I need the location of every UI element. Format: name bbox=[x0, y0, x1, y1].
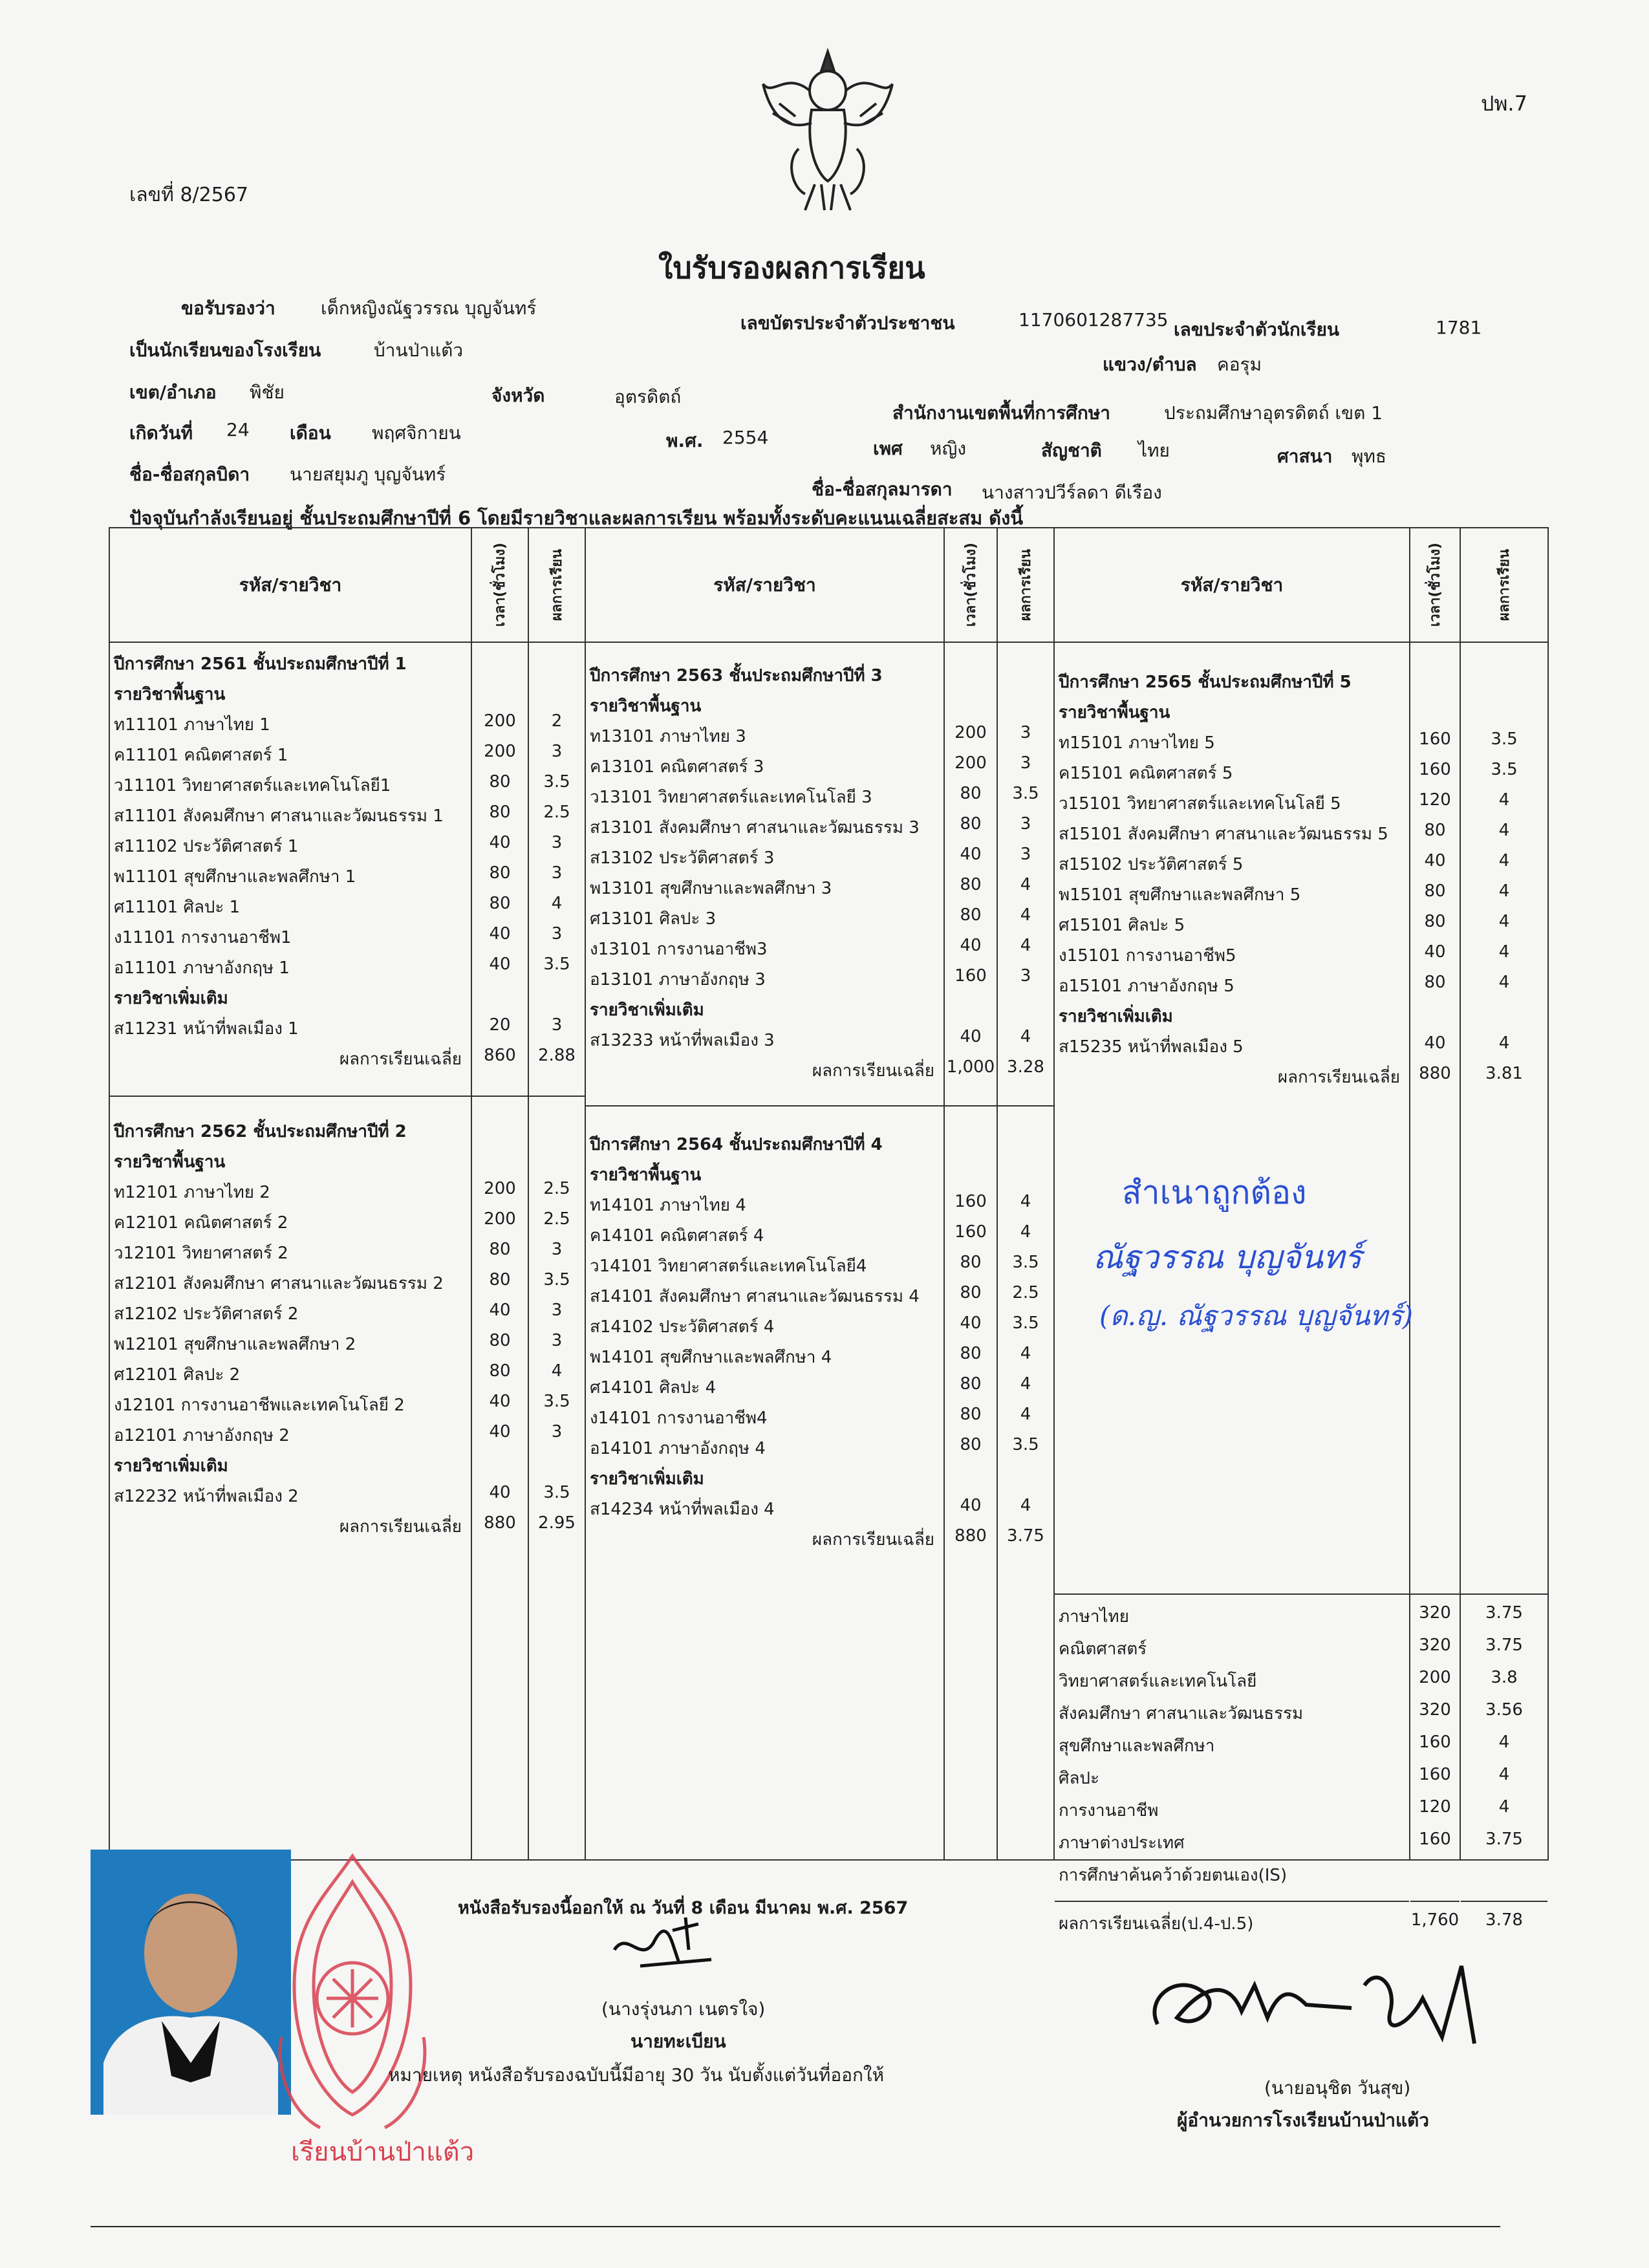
year3-average-hours: 1,000 bbox=[946, 1057, 995, 1077]
subject-row: ส15235 หน้าที่พลเมือง 5 bbox=[1059, 1037, 1244, 1057]
grade-value: 3 bbox=[551, 1015, 563, 1035]
header-subject-3: รหัส/รายวิชา bbox=[1054, 528, 1410, 642]
subject-row: ง14101 การงานอาชีพ4 bbox=[590, 1409, 768, 1428]
province-value: อุตรดิตถ์ bbox=[614, 386, 682, 407]
hours-value: 80 bbox=[960, 1374, 982, 1394]
header-grade-2 bbox=[997, 528, 1054, 642]
col1-hours bbox=[471, 642, 528, 1860]
seal-caption: เรียนบ้านป่าแต้ว bbox=[291, 2137, 475, 2167]
grade-value: 4 bbox=[1498, 821, 1510, 840]
subject-row: พ12101 สุขศึกษาและพลศึกษา 2 bbox=[114, 1335, 356, 1354]
year5-average-hours: 880 bbox=[1419, 1064, 1451, 1083]
subject-row: พ13101 สุขศึกษาและพลศึกษา 3 bbox=[590, 879, 832, 898]
summary-grade: 4 bbox=[1498, 1797, 1510, 1817]
enrollment-statement: ปัจจุบันกำลังเรียนอยู่ ชั้นประถมศึกษาปีที่ 6 โดยมีรายวิชาและผลการเรียน พร้อมทั้งระดับคะแนนเฉลี่ยสะสม ดังนี้ bbox=[129, 507, 1024, 529]
grade-value: 3 bbox=[1020, 753, 1031, 773]
hours-value: 160 bbox=[1419, 729, 1451, 749]
grade-value: 4 bbox=[1020, 1405, 1031, 1424]
grade-value: 2.5 bbox=[543, 803, 570, 822]
summary-divider bbox=[1461, 1593, 1547, 1595]
hours-value: 80 bbox=[489, 1240, 511, 1259]
hours-value: 160 bbox=[954, 966, 987, 986]
subject-row: ท14101 ภาษาไทย 4 bbox=[590, 1196, 746, 1215]
subject-row: ศ13101 ศิลปะ 3 bbox=[590, 909, 717, 929]
validity-note: หมายเหตุ หนังสือรับรองฉบับนี้มีอายุ 30 วัน นับตั้งแต่วันที่ออกให้ bbox=[388, 2064, 885, 2086]
summary-hours: 200 bbox=[1419, 1668, 1451, 1687]
total-divider bbox=[1055, 1901, 1409, 1902]
copy-signature-fullname: (ด.ญ. ณัฐวรรณ บุญจันทร์) bbox=[1099, 1300, 1414, 1332]
school-label: เป็นนักเรียนของโรงเรียน bbox=[129, 340, 321, 361]
subject-row: ง15101 การงานอาชีพ5 bbox=[1059, 946, 1236, 966]
summary-grade: 4 bbox=[1498, 1765, 1510, 1784]
year1-average-hours: 860 bbox=[484, 1046, 516, 1065]
hours-value: 80 bbox=[960, 1253, 982, 1272]
subject-row: ว15101 วิทยาศาสตร์และเทคโนโลยี 5 bbox=[1059, 794, 1341, 814]
grade-value: 4 bbox=[1498, 881, 1510, 901]
bottom-divider bbox=[91, 2226, 1500, 2227]
copy-signature-name: ณัฐวรรณ บุญจันทร์ bbox=[1093, 1238, 1362, 1276]
subject-row: อ13101 ภาษาอังกฤษ 3 bbox=[590, 970, 766, 989]
hours-value: 200 bbox=[484, 742, 516, 761]
summary-grade: 3.75 bbox=[1485, 1830, 1523, 1849]
district-value: พิชัย bbox=[250, 382, 285, 403]
grade-value: 4 bbox=[1498, 942, 1510, 962]
subject-row: ค12101 คณิตศาสตร์ 2 bbox=[114, 1213, 288, 1233]
subject-row: ง11101 การงานอาชีพ1 bbox=[114, 928, 292, 947]
col1-subjects bbox=[109, 642, 471, 1860]
summary-divider bbox=[1055, 1593, 1409, 1595]
subject-row: ส15101 สังคมศึกษา ศาสนาและวัฒนธรรม 5 bbox=[1059, 825, 1388, 844]
sex-label: เพศ bbox=[873, 438, 903, 459]
hours-value: 80 bbox=[489, 1270, 511, 1290]
office-value: ประถมศึกษาอุตรดิตถ์ เขต 1 bbox=[1164, 402, 1383, 424]
grade-value: 3.5 bbox=[1491, 729, 1518, 749]
subject-row: ส13101 สังคมศึกษา ศาสนาและวัฒนธรรม 3 bbox=[590, 818, 920, 837]
issued-date: หนังสือรับรองนี้ออกให้ ณ วันที่ 8 เดือน มีนาคม พ.ศ. 2567 bbox=[458, 1898, 909, 1918]
born-label: เกิดวันที่ bbox=[129, 422, 193, 444]
document-title: ใบรับรองผลการเรียน bbox=[658, 250, 925, 285]
grade-value: 3 bbox=[1020, 723, 1031, 742]
hours-value: 80 bbox=[489, 863, 511, 883]
registrar-name: (นางรุ่งนภา เนตรใจ) bbox=[601, 1998, 766, 2020]
grade-value: 4 bbox=[1020, 1027, 1031, 1046]
subject-row: ท13101 ภาษาไทย 3 bbox=[590, 727, 746, 746]
year2-average-grade: 2.95 bbox=[538, 1513, 576, 1533]
father-value: นายสยุมภู บุญจันทร์ bbox=[290, 464, 446, 485]
subject-row: ท11101 ภาษาไทย 1 bbox=[114, 715, 270, 735]
hours-value: 40 bbox=[960, 1313, 982, 1333]
subject-row: พ11101 สุขศึกษาและพลศึกษา 1 bbox=[114, 867, 356, 887]
year3-average-label: ผลการเรียนเฉลี่ย bbox=[812, 1061, 934, 1081]
subject-row: ส12102 ประวัติศาสตร์ 2 bbox=[114, 1304, 299, 1324]
registrar-signature-icon bbox=[601, 1905, 731, 1982]
hours-value: 160 bbox=[1419, 760, 1451, 779]
hours-value: 80 bbox=[960, 1405, 982, 1424]
hours-value: 200 bbox=[954, 723, 987, 742]
hours-value: 80 bbox=[489, 803, 511, 822]
school-value: บ้านป่าแต้ว bbox=[374, 340, 464, 361]
subject-row: ส14102 ประวัติศาสตร์ 4 bbox=[590, 1317, 775, 1337]
grade-value: 3 bbox=[551, 1422, 563, 1442]
hours-value: 80 bbox=[960, 1435, 982, 1454]
grade-value: 3.5 bbox=[543, 1392, 570, 1411]
id-label: เลขบัตรประจำตัวประชาชน bbox=[740, 312, 955, 334]
hours-value: 80 bbox=[489, 894, 511, 913]
summary-grade: 3.75 bbox=[1485, 1636, 1523, 1655]
year2-basic-label: รายวิชาพื้นฐาน bbox=[114, 1152, 226, 1172]
hours-value: 80 bbox=[960, 784, 982, 803]
summary-divider bbox=[1410, 1593, 1460, 1595]
registrar-title: นายทะเบียน bbox=[630, 2031, 726, 2052]
subject-row: พ14101 สุขศึกษาและพลศึกษา 4 bbox=[590, 1348, 832, 1367]
office-label: สำนักงานเขตพื้นที่การศึกษา bbox=[892, 402, 1111, 424]
header-hours-2 bbox=[944, 528, 997, 642]
subject-row: ส13102 ประวัติศาสตร์ 3 bbox=[590, 848, 775, 868]
subject-row: ว12101 วิทยาศาสตร์ 2 bbox=[114, 1244, 288, 1263]
director-title: ผู้อำนวยการโรงเรียนบ้านป่าแต้ว bbox=[1177, 2110, 1429, 2131]
hours-value: 40 bbox=[960, 845, 982, 864]
grade-value: 4 bbox=[1020, 1374, 1031, 1394]
year2-average-label: ผลการเรียนเฉลี่ย bbox=[339, 1517, 462, 1537]
summary-subject: วิทยาศาสตร์และเทคโนโลยี bbox=[1059, 1672, 1257, 1691]
subject-row: ค11101 คณิตศาสตร์ 1 bbox=[114, 746, 288, 765]
header-grade-3-text: ผลการเรียน bbox=[1496, 548, 1513, 621]
born-day: 24 bbox=[226, 419, 250, 440]
hours-value: 80 bbox=[960, 875, 982, 894]
subject-row: ว13101 วิทยาศาสตร์และเทคโนโลยี 3 bbox=[590, 788, 872, 807]
subject-row: ส11102 ประวัติศาสตร์ 1 bbox=[114, 837, 299, 856]
header-hours-2-text: เวลา(ชั่วโมง) bbox=[962, 543, 979, 627]
summary-hours: 320 bbox=[1419, 1636, 1451, 1655]
header-subject-2: รหัส/รายวิชา bbox=[585, 528, 944, 642]
header-hours-1 bbox=[471, 528, 528, 642]
subject-row: ศ14101 ศิลปะ 4 bbox=[590, 1378, 717, 1398]
student-name: เด็กหญิงณัฐวรรณ บุญจันทร์ bbox=[321, 297, 537, 319]
subject-row: ว11101 วิทยาศาสตร์และเทคโนโลยี1 bbox=[114, 776, 391, 795]
summary-grade: 3.56 bbox=[1485, 1700, 1523, 1720]
director-signature-icon bbox=[1138, 1947, 1500, 2063]
summary-subject: ภาษาไทย bbox=[1059, 1607, 1129, 1626]
mother-value: นางสาวปวีร์ลดา ดีเรือง bbox=[982, 482, 1162, 503]
hours-value: 80 bbox=[960, 814, 982, 834]
hours-value: 200 bbox=[484, 1179, 516, 1198]
hours-value: 40 bbox=[489, 1301, 511, 1320]
year3-basic-label: รายวิชาพื้นฐาน bbox=[590, 697, 702, 716]
year-divider bbox=[945, 1105, 997, 1107]
hours-value: 160 bbox=[954, 1222, 987, 1242]
hours-value: 40 bbox=[489, 924, 511, 944]
summary-hours: 320 bbox=[1419, 1603, 1451, 1623]
col1-grades bbox=[528, 642, 585, 1860]
year-divider bbox=[998, 1105, 1053, 1107]
grade-value: 3.5 bbox=[1012, 1313, 1039, 1333]
year2-extra-label: รายวิชาเพิ่มเติม bbox=[114, 1456, 228, 1476]
grade-value: 4 bbox=[1498, 851, 1510, 870]
year1-extra-label: รายวิชาเพิ่มเติม bbox=[114, 989, 228, 1008]
month-label: เดือน bbox=[290, 422, 331, 444]
subdistrict-value: คอรุม bbox=[1217, 354, 1262, 375]
grade-value: 3.5 bbox=[543, 955, 570, 974]
nationality-value: ไทย bbox=[1138, 440, 1170, 461]
grade-value: 4 bbox=[1498, 1033, 1510, 1053]
grade-value: 3.5 bbox=[543, 772, 570, 792]
year2-average-hours: 880 bbox=[484, 1513, 516, 1533]
subject-row: อ14101 ภาษาอังกฤษ 4 bbox=[590, 1439, 766, 1458]
grade-value: 4 bbox=[1020, 1344, 1031, 1363]
hours-value: 160 bbox=[954, 1192, 987, 1211]
hours-value: 80 bbox=[1424, 912, 1446, 931]
grade-value: 3.5 bbox=[1012, 784, 1039, 803]
summary-hours: 320 bbox=[1419, 1700, 1451, 1720]
grade-value: 4 bbox=[1020, 1496, 1031, 1515]
year1-basic-label: รายวิชาพื้นฐาน bbox=[114, 685, 226, 704]
subject-row: ส11101 สังคมศึกษา ศาสนาและวัฒนธรรม 1 bbox=[114, 806, 444, 826]
grade-value: 3 bbox=[1020, 845, 1031, 864]
grade-value: 3 bbox=[551, 924, 563, 944]
grade-value: 4 bbox=[1498, 912, 1510, 931]
grade-value: 4 bbox=[1020, 1192, 1031, 1211]
grade-value: 4 bbox=[551, 894, 563, 913]
header-grade-3 bbox=[1460, 528, 1548, 642]
grade-value: 2.5 bbox=[543, 1209, 570, 1229]
header-hours-3 bbox=[1410, 528, 1460, 642]
summary-hours: 160 bbox=[1419, 1765, 1451, 1784]
hours-value: 80 bbox=[489, 1361, 511, 1381]
year4-average-hours: 880 bbox=[954, 1526, 987, 1546]
year5-extra-label: รายวิชาเพิ่มเติม bbox=[1059, 1007, 1173, 1026]
director-name: (นายอนุชิต วันสุข) bbox=[1264, 2077, 1411, 2099]
grade-value: 3 bbox=[551, 1331, 563, 1350]
year3-average-grade: 3.28 bbox=[1007, 1057, 1044, 1077]
hours-value: 40 bbox=[960, 1496, 982, 1515]
id-value: 1170601287735 bbox=[1018, 309, 1169, 330]
hours-value: 80 bbox=[960, 1283, 982, 1302]
grade-value: 3 bbox=[551, 863, 563, 883]
total-divider bbox=[1410, 1901, 1460, 1902]
subject-row: ส14234 หน้าที่พลเมือง 4 bbox=[590, 1500, 775, 1519]
year4-basic-label: รายวิชาพื้นฐาน bbox=[590, 1165, 702, 1185]
student-no-value: 1781 bbox=[1436, 317, 1482, 338]
hours-value: 80 bbox=[960, 905, 982, 925]
summary-grade: 3.75 bbox=[1485, 1603, 1523, 1623]
hours-value: 40 bbox=[489, 955, 511, 974]
born-year: 2554 bbox=[722, 427, 769, 448]
year4-average-grade: 3.75 bbox=[1007, 1526, 1044, 1546]
subject-row: ค13101 คณิตศาสตร์ 3 bbox=[590, 757, 764, 777]
subject-row: อ11101 ภาษาอังกฤษ 1 bbox=[114, 958, 290, 978]
grade-value: 3 bbox=[551, 1301, 563, 1320]
hours-value: 200 bbox=[484, 1209, 516, 1229]
garuda-emblem-icon bbox=[760, 45, 896, 213]
student-no-label: เลขประจำตัวนักเรียน bbox=[1174, 319, 1340, 340]
grade-value: 3.5 bbox=[543, 1270, 570, 1290]
header-hours-1-text: เวลา(ชั่วโมง) bbox=[491, 543, 508, 627]
summary-subject: สังคมศึกษา ศาสนาและวัฒนธรรม bbox=[1059, 1704, 1304, 1723]
grade-value: 3.5 bbox=[1012, 1253, 1039, 1272]
grade-value: 3 bbox=[551, 742, 563, 761]
summary-subject: การศึกษาค้นคว้าด้วยตนเอง(IS) bbox=[1059, 1866, 1288, 1885]
col3-grades bbox=[1460, 642, 1548, 1930]
sex-value: หญิง bbox=[930, 438, 966, 459]
grade-value: 2 bbox=[551, 711, 563, 731]
hours-value: 200 bbox=[484, 711, 516, 731]
religion-value: พุทธ bbox=[1352, 446, 1387, 467]
year-divider bbox=[586, 1105, 943, 1107]
nationality-label: สัญชาติ bbox=[1041, 440, 1102, 461]
year4-average-label: ผลการเรียนเฉลี่ย bbox=[812, 1530, 934, 1550]
col2-hours bbox=[944, 642, 997, 1860]
total-average-label: ผลการเรียนเฉลี่ย(ป.4-ป.5) bbox=[1059, 1914, 1254, 1934]
year2-heading: ปีการศึกษา 2562 ชั้นประถมศึกษาปีที่ 2 bbox=[114, 1122, 407, 1141]
year5-average-label: ผลการเรียนเฉลี่ย bbox=[1277, 1068, 1400, 1087]
subject-row: อ12101 ภาษาอังกฤษ 2 bbox=[114, 1426, 290, 1445]
grade-value: 4 bbox=[1498, 790, 1510, 810]
hours-value: 40 bbox=[489, 1483, 511, 1502]
summary-subject: สุขศึกษาและพลศึกษา bbox=[1059, 1736, 1215, 1756]
subject-row: ศ12101 ศิลปะ 2 bbox=[114, 1365, 241, 1385]
hours-value: 80 bbox=[489, 1331, 511, 1350]
total-average-hours: 1,760 bbox=[1410, 1910, 1460, 1930]
hours-value: 80 bbox=[1424, 821, 1446, 840]
summary-hours: 160 bbox=[1419, 1733, 1451, 1752]
hours-value: 80 bbox=[1424, 881, 1446, 901]
header-grade-1-text: ผลการเรียน bbox=[548, 548, 565, 621]
grade-value: 2.5 bbox=[543, 1179, 570, 1198]
subject-row: ศ15101 ศิลปะ 5 bbox=[1059, 916, 1185, 935]
province-label: จังหวัด bbox=[491, 385, 545, 406]
grade-value: 3 bbox=[1020, 966, 1031, 986]
total-average-grade: 3.78 bbox=[1485, 1910, 1523, 1930]
school-seal-icon bbox=[255, 1843, 449, 2166]
year4-extra-label: รายวิชาเพิ่มเติม bbox=[590, 1469, 704, 1489]
religion-label: ศาสนา bbox=[1277, 446, 1333, 467]
year3-extra-label: รายวิชาเพิ่มเติม bbox=[590, 1000, 704, 1020]
father-label: ชื่อ-ชื่อสกุลบิดา bbox=[129, 464, 250, 485]
mother-label: ชื่อ-ชื่อสกุลมารดา bbox=[812, 479, 953, 500]
year3-heading: ปีการศึกษา 2563 ชั้นประถมศึกษาปีที่ 3 bbox=[590, 666, 883, 686]
hours-value: 40 bbox=[489, 1392, 511, 1411]
subject-row: ท15101 ภาษาไทย 5 bbox=[1059, 733, 1215, 753]
district-label: เขต/อำเภอ bbox=[129, 382, 217, 403]
hours-value: 200 bbox=[954, 753, 987, 773]
subject-row: ศ11101 ศิลปะ 1 bbox=[114, 898, 241, 917]
subject-row: ว14101 วิทยาศาสตร์และเทคโนโลยี4 bbox=[590, 1257, 867, 1276]
hours-value: 40 bbox=[1424, 851, 1446, 870]
grade-value: 4 bbox=[1020, 936, 1031, 955]
grade-value: 4 bbox=[1020, 905, 1031, 925]
year1-average-grade: 2.88 bbox=[538, 1046, 576, 1065]
hours-value: 40 bbox=[489, 833, 511, 852]
document-number: เลขที่ 8/2567 bbox=[129, 184, 248, 206]
year4-heading: ปีการศึกษา 2564 ชั้นประถมศึกษาปีที่ 4 bbox=[590, 1135, 883, 1154]
copy-certified-text: สำเนาถูกต้อง bbox=[1122, 1174, 1307, 1211]
subject-row: ง12101 การงานอาชีพและเทคโนโลยี 2 bbox=[114, 1396, 405, 1415]
table-header-row bbox=[109, 528, 1548, 642]
year-divider bbox=[529, 1096, 585, 1097]
header-grade-2-text: ผลการเรียน bbox=[1017, 548, 1034, 621]
grade-value: 3 bbox=[551, 833, 563, 852]
grade-value: 4 bbox=[1020, 1222, 1031, 1242]
grade-value: 4 bbox=[1498, 973, 1510, 992]
born-month: พฤศจิกายน bbox=[372, 422, 461, 444]
subject-row: ส12101 สังคมศึกษา ศาสนาและวัฒนธรรม 2 bbox=[114, 1274, 444, 1293]
hours-value: 20 bbox=[489, 1015, 511, 1035]
subject-row: ค15101 คณิตศาสตร์ 5 bbox=[1059, 764, 1233, 783]
subject-row: ส11231 หน้าที่พลเมือง 1 bbox=[114, 1019, 299, 1039]
summary-subject: ศิลปะ bbox=[1059, 1769, 1099, 1788]
subject-row: ท12101 ภาษาไทย 2 bbox=[114, 1183, 270, 1202]
grade-value: 3.5 bbox=[1491, 760, 1518, 779]
col3-hours bbox=[1410, 642, 1460, 1930]
subject-row: ส13233 หน้าที่พลเมือง 3 bbox=[590, 1031, 775, 1050]
col2-subjects bbox=[585, 642, 944, 1860]
summary-hours: 120 bbox=[1419, 1797, 1451, 1817]
hours-value: 40 bbox=[960, 936, 982, 955]
form-code: ปพ.7 bbox=[1481, 91, 1527, 116]
grade-value: 3.5 bbox=[1012, 1435, 1039, 1454]
header-grade-1 bbox=[528, 528, 585, 642]
summary-subject: ภาษาต่างประเทศ bbox=[1059, 1833, 1185, 1853]
subject-row: ส14101 สังคมศึกษา ศาสนาและวัฒนธรรม 4 bbox=[590, 1287, 920, 1306]
certify-label: ขอรับรองว่า bbox=[181, 297, 275, 319]
subject-row: อ15101 ภาษาอังกฤษ 5 bbox=[1059, 977, 1234, 996]
col2-grades bbox=[997, 642, 1054, 1860]
summary-subject: การงานอาชีพ bbox=[1059, 1801, 1159, 1820]
year1-average-label: ผลการเรียนเฉลี่ย bbox=[339, 1050, 462, 1069]
hours-value: 40 bbox=[489, 1422, 511, 1442]
header-hours-3-text: เวลา(ชั่วโมง) bbox=[1427, 543, 1443, 627]
subject-row: พ15101 สุขศึกษาและพลศึกษา 5 bbox=[1059, 885, 1301, 905]
subject-row: ง13101 การงานอาชีพ3 bbox=[590, 940, 768, 959]
subject-row: ค14101 คณิตศาสตร์ 4 bbox=[590, 1226, 764, 1246]
grade-value: 4 bbox=[1020, 875, 1031, 894]
hours-value: 40 bbox=[960, 1027, 982, 1046]
grade-value: 3.5 bbox=[543, 1483, 570, 1502]
hours-value: 120 bbox=[1419, 790, 1451, 810]
summary-hours: 160 bbox=[1419, 1830, 1451, 1849]
year5-average-grade: 3.81 bbox=[1485, 1064, 1523, 1083]
summary-grade: 4 bbox=[1498, 1733, 1510, 1752]
subject-row: ส15102 ประวัติศาสตร์ 5 bbox=[1059, 855, 1244, 874]
grade-value: 2.5 bbox=[1012, 1283, 1039, 1302]
grade-value: 4 bbox=[551, 1361, 563, 1381]
grade-value: 3 bbox=[551, 1240, 563, 1259]
year-label: พ.ศ. bbox=[666, 430, 704, 451]
year-divider bbox=[110, 1096, 471, 1097]
year1-heading: ปีการศึกษา 2561 ชั้นประถมศึกษาปีที่ 1 bbox=[114, 654, 407, 674]
subject-row: ส12232 หน้าที่พลเมือง 2 bbox=[114, 1487, 299, 1506]
hours-value: 40 bbox=[1424, 942, 1446, 962]
total-divider bbox=[1461, 1901, 1547, 1902]
hours-value: 80 bbox=[1424, 973, 1446, 992]
header-subject-1: รหัส/รายวิชา bbox=[109, 528, 471, 642]
summary-grade: 3.8 bbox=[1491, 1668, 1518, 1687]
hours-value: 80 bbox=[489, 772, 511, 792]
year5-heading: ปีการศึกษา 2565 ชั้นประถมศึกษาปีที่ 5 bbox=[1059, 673, 1352, 692]
summary-subject: คณิตศาสตร์ bbox=[1059, 1639, 1147, 1659]
year-divider bbox=[472, 1096, 528, 1097]
hours-value: 40 bbox=[1424, 1033, 1446, 1053]
hours-value: 80 bbox=[960, 1344, 982, 1363]
grade-value: 3 bbox=[1020, 814, 1031, 834]
year5-basic-label: รายวิชาพื้นฐาน bbox=[1059, 703, 1170, 722]
subdistrict-label: แขวง/ตำบล bbox=[1103, 354, 1197, 375]
